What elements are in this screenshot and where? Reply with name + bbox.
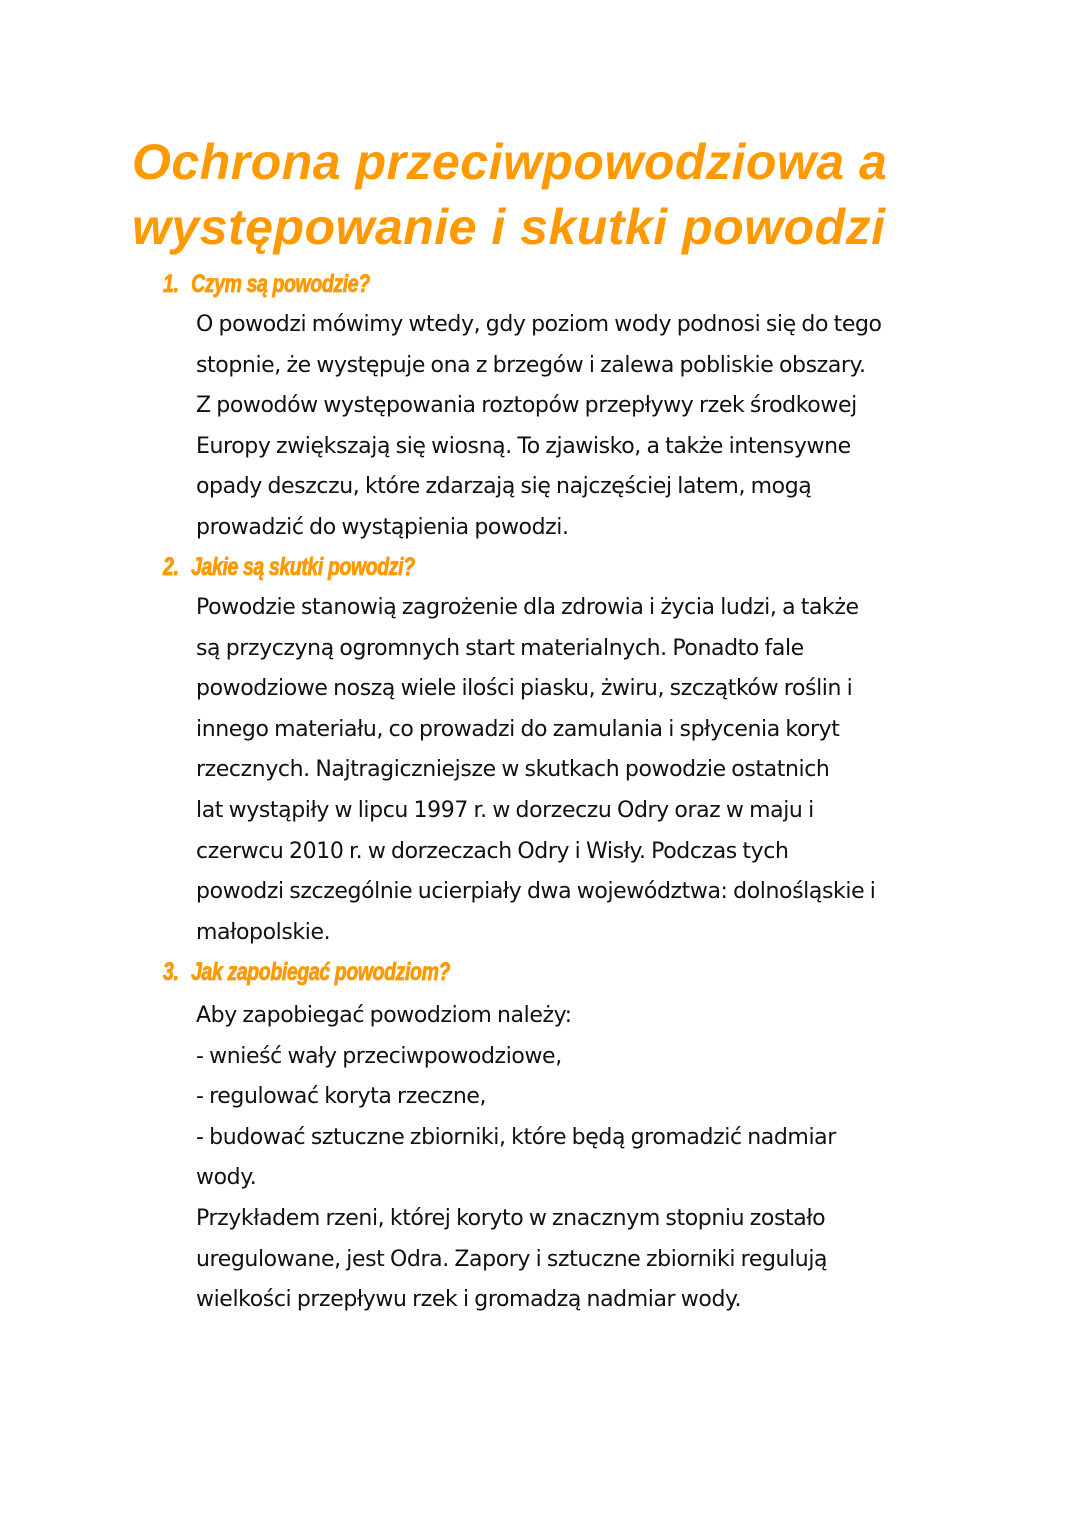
paragraph-line: Powodzie stanowią zagrożenie dla zdrowia i życia ludzi, a także <box>196 595 859 620</box>
section-number: 2. <box>163 553 179 581</box>
section-number: 1. <box>163 270 179 298</box>
section-heading-3 <box>163 956 450 988</box>
list-item-continuation: wody. <box>196 1165 257 1191</box>
paragraph-line: stopnie, że występuje ona z brzegów i zalewa pobliskie obszary. <box>196 352 866 378</box>
paragraph-line: opady deszczu, które zdarzają się najczęściej latem, mogą <box>196 474 812 500</box>
list-item: - regulować koryta rzeczne, <box>196 1084 487 1110</box>
section-body-3 <box>196 996 966 1321</box>
section-heading-text: Jakie są skutki powodzi? <box>191 553 415 581</box>
paragraph-line: rzecznych. Najtragiczniejsze w skutkach powodzie ostatnich <box>196 757 830 783</box>
paragraph-line: Z powodów występowania roztopów przepływy rzek środkowej <box>196 393 857 419</box>
paragraph-line: czerwcu 2010 r. w dorzeczach Odry i Wisły. Podczas tych <box>196 838 789 864</box>
section-heading-1 <box>163 268 370 300</box>
paragraph-line: O powodzi mówimy wtedy, gdy poziom wody podnosi się do tego <box>196 312 882 337</box>
section-number: 3. <box>163 958 179 986</box>
section-heading-text: Jak zapobiegać powodziom? <box>191 958 451 986</box>
section-body-2 <box>196 588 966 953</box>
paragraph-line: innego materiału, co prowadzi do zamulania i spłycenia koryt <box>196 716 840 742</box>
paragraph-line: lat wystąpiły w lipcu 1997 r. w dorzeczu Odry oraz w maju i <box>196 797 814 823</box>
page-title <box>132 130 887 260</box>
paragraph-line: powodziowe noszą wiele ilości piasku, żwiru, szczątków roślin i <box>196 676 853 702</box>
title-line: występowanie i skutki powodzi <box>132 199 886 255</box>
paragraph-line: uregulowane, jest Odra. Zapory i sztuczne zbiorniki regulują <box>196 1246 828 1272</box>
list-item: - wnieść wały przeciwpowodziowe, <box>196 1043 562 1069</box>
paragraph-line: małopolskie. <box>196 919 331 945</box>
paragraph-line: są przyczyną ogromnych start materialnych. Ponadto fale <box>196 635 804 661</box>
section-heading-2 <box>163 551 415 583</box>
paragraph-line: prowadzić do wystąpienia powodzi. <box>196 514 569 540</box>
section-heading-text: Czym są powodzie? <box>191 270 370 298</box>
paragraph-line: Aby zapobiegać powodziom należy: <box>196 1003 572 1028</box>
paragraph-line: Europy zwiększają się wiosną. To zjawisko, a także intensywne <box>196 433 851 459</box>
paragraph-line: Przykładem rzeni, której koryto w znacznym stopniu zostało <box>196 1205 826 1231</box>
paragraph-line: powodzi szczególnie ucierpiały dwa województwa: dolnośląskie i <box>196 879 876 905</box>
paragraph-line: wielkości przepływu rzek i gromadzą nadmiar wody. <box>196 1287 742 1313</box>
title-line: Ochrona przeciwpowodziowa a <box>132 134 888 190</box>
section-body-1 <box>196 305 966 549</box>
list-item: - budować sztuczne zbiorniki, które będą gromadzić nadmiar <box>196 1124 836 1150</box>
